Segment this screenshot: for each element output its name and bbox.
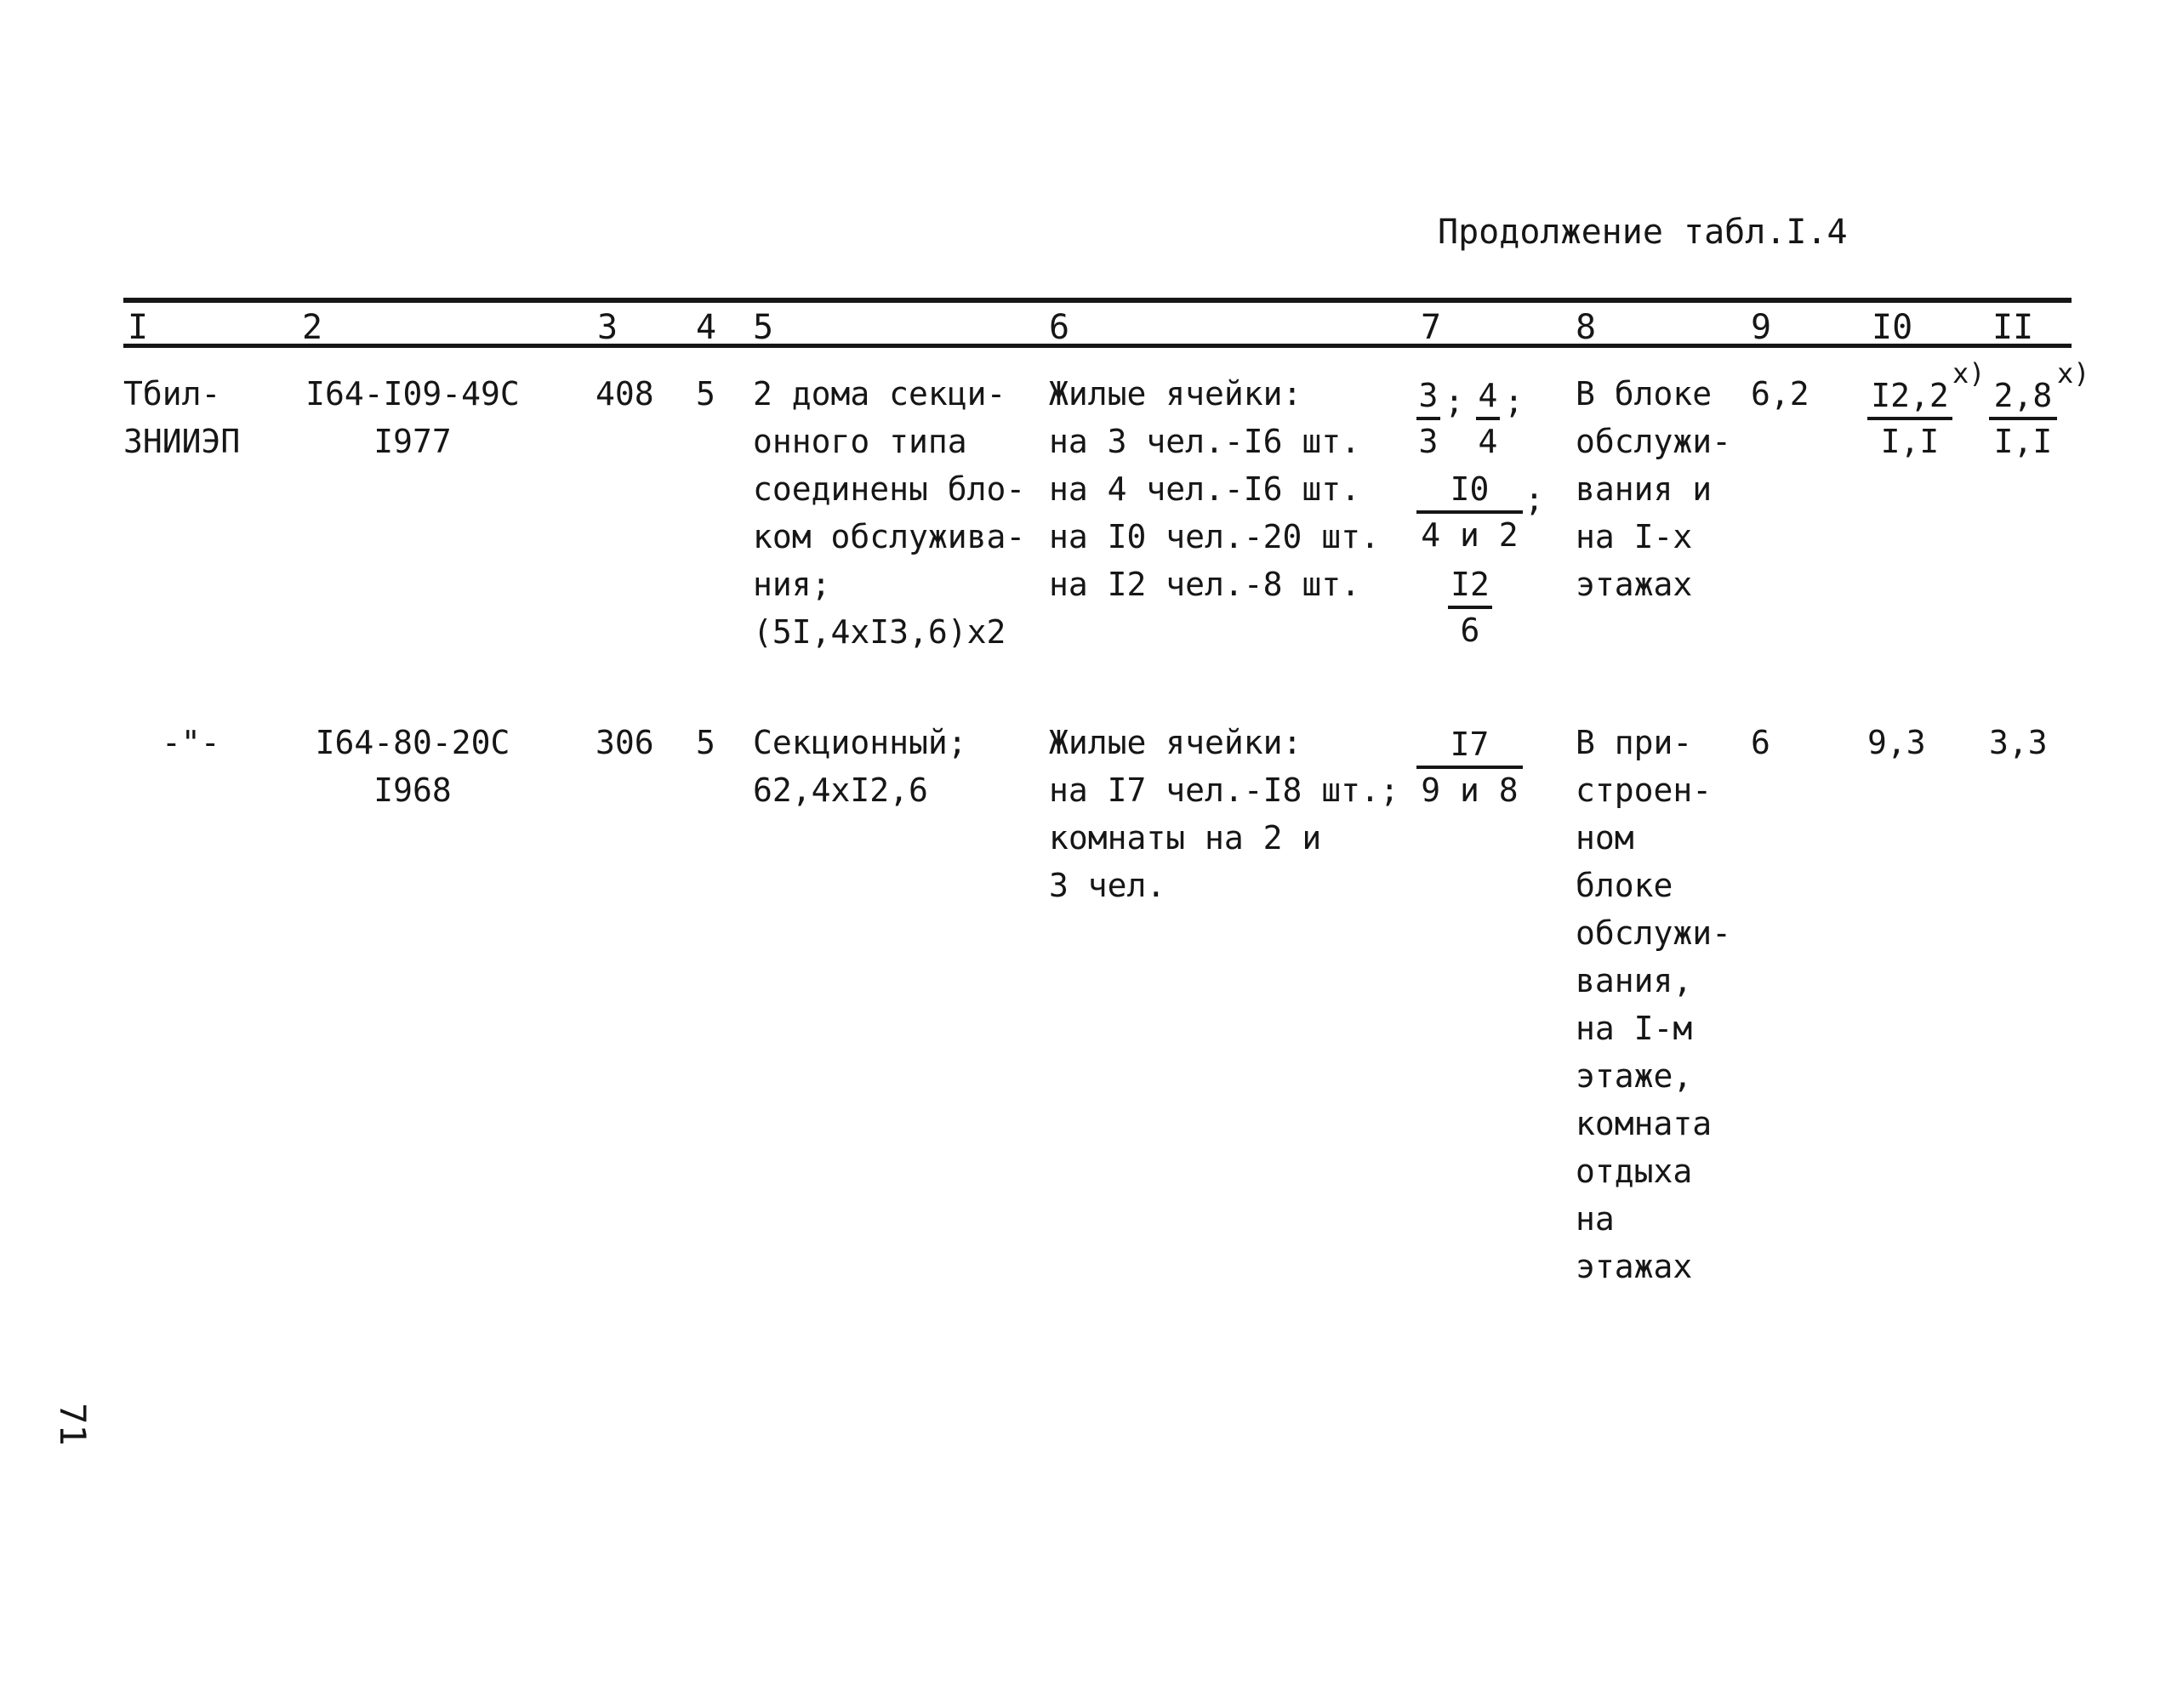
- fraction-numerator: 4: [1476, 374, 1500, 420]
- row2-col4: 5: [696, 724, 715, 761]
- cell-line: строен-: [1576, 771, 1713, 809]
- fraction-numerator: I2,2: [1867, 374, 1952, 420]
- column-number: II: [1992, 308, 2034, 347]
- cell-line: на I-м: [1576, 1010, 1693, 1047]
- cell-line: онного типа: [753, 423, 967, 460]
- fraction-denominator: 4: [1478, 423, 1498, 460]
- cell-line: вания,: [1576, 962, 1693, 999]
- cell-line: обслужи-: [1576, 423, 1732, 460]
- row2-col10: 9,3: [1867, 724, 1926, 761]
- cell-line: на: [1576, 1200, 1615, 1238]
- fraction-denominator: 6: [1460, 612, 1480, 649]
- column-number: 5: [753, 308, 774, 347]
- row1-col11-fraction: [1989, 374, 2057, 463]
- cell-line: ЗНИИЭП: [123, 423, 241, 460]
- cell-line: Жилые ячейки:: [1049, 724, 1302, 761]
- cell-line: ном: [1576, 819, 1634, 857]
- cell-line: 3 чел.: [1049, 867, 1166, 904]
- row1-service-block: [1576, 370, 1731, 608]
- row1-project-number: [302, 370, 523, 465]
- row2-living-cells: [1049, 719, 1399, 909]
- fraction-denominator: I,I: [1880, 423, 1940, 460]
- row2-organization: [162, 719, 220, 766]
- cell-line: блоке: [1576, 867, 1673, 904]
- column-number: 4: [696, 308, 717, 347]
- fraction-denominator: 3: [1418, 423, 1439, 460]
- table-caption: Продолжение табл.I.4: [1438, 213, 1848, 252]
- cell-line: этаже,: [1576, 1057, 1693, 1095]
- fraction-numerator: I7: [1416, 723, 1523, 769]
- fraction-separator: ;: [1525, 481, 1544, 518]
- cell-line: этажах: [1576, 566, 1693, 603]
- cell-line: I977: [373, 423, 452, 460]
- column-number: 2: [302, 308, 323, 347]
- column-number: 9: [1751, 308, 1772, 347]
- fraction-numerator: 3: [1416, 374, 1440, 420]
- column-number: 6: [1049, 308, 1070, 347]
- cell-line: -"-: [162, 724, 220, 761]
- column-number: 7: [1421, 308, 1442, 347]
- column-number: I0: [1872, 308, 1913, 347]
- row2-description: [753, 719, 967, 814]
- table-header-rule: [123, 344, 2072, 348]
- cell-line: на I-х: [1576, 518, 1693, 555]
- cell-line: (5I,4хI3,6)х2: [753, 613, 1006, 651]
- fraction-numerator: I2: [1448, 563, 1492, 609]
- cell-line: на 3 чел.-I6 шт.: [1049, 423, 1361, 460]
- cell-line: 62,4хI2,6: [753, 771, 928, 809]
- column-number: I: [128, 308, 149, 347]
- fraction-denominator: 4 и 2: [1421, 516, 1519, 554]
- row1-col3: 408: [596, 375, 654, 413]
- cell-line: этажах: [1576, 1248, 1693, 1285]
- cell-line: ния;: [753, 566, 831, 603]
- cell-line: соединены бло-: [753, 470, 1026, 508]
- cell-line: Тбил-: [123, 375, 221, 413]
- row1-fraction: [1416, 468, 1523, 556]
- footnote-mark: х): [2057, 357, 2090, 390]
- fraction-denominator: 9 и 8: [1421, 771, 1519, 809]
- row1-organization: [123, 370, 240, 465]
- cell-line: 2 дома секци-: [753, 375, 1006, 413]
- fraction-numerator: 2,8: [1989, 374, 2057, 420]
- fraction-denominator: I,I: [1993, 423, 2053, 460]
- row1-col4: 5: [696, 375, 715, 413]
- row1-description: [753, 370, 1025, 656]
- row2-col9: 6: [1751, 724, 1770, 761]
- cell-line: отдыха: [1576, 1153, 1693, 1190]
- cell-line: I968: [373, 771, 452, 809]
- footnote-mark: х): [1952, 357, 1986, 390]
- row2-project-number: [302, 719, 523, 814]
- row1-fraction: [1476, 374, 1500, 463]
- cell-line: на 4 чел.-I6 шт.: [1049, 470, 1361, 508]
- page-number: 71: [51, 1403, 94, 1446]
- row2-fraction: [1416, 723, 1523, 811]
- row1-fraction: [1448, 563, 1492, 652]
- table-top-rule: [123, 298, 2072, 303]
- cell-line: I64-I09-49С: [305, 375, 520, 413]
- row2-service-block: [1576, 719, 1731, 1290]
- cell-line: I64-80-20С: [315, 724, 510, 761]
- cell-line: комната: [1576, 1105, 1713, 1142]
- row1-col10-fraction: [1867, 374, 1952, 463]
- cell-line: ком обслужива-: [753, 518, 1026, 555]
- cell-line: обслужи-: [1576, 914, 1732, 952]
- cell-line: В при-: [1576, 724, 1693, 761]
- cell-line: на I0 чел.-20 шт.: [1049, 518, 1380, 555]
- cell-line: на I2 чел.-8 шт.: [1049, 566, 1361, 603]
- fraction-numerator: I0: [1416, 468, 1523, 514]
- cell-line: Секционный;: [753, 724, 967, 761]
- cell-line: В блоке: [1576, 375, 1713, 413]
- fraction-separator: ;: [1504, 383, 1524, 420]
- row1-fraction: [1416, 374, 1440, 463]
- row2-col3: 306: [596, 724, 654, 761]
- cell-line: вания и: [1576, 470, 1713, 508]
- column-number: 3: [597, 308, 618, 347]
- cell-line: комнаты на 2 и: [1049, 819, 1322, 857]
- row2-col11: 3,3: [1989, 724, 2048, 761]
- column-number: 8: [1576, 308, 1597, 347]
- row1-living-cells: [1049, 370, 1380, 608]
- cell-line: Жилые ячейки:: [1049, 375, 1302, 413]
- cell-line: на I7 чел.-I8 шт.;: [1049, 771, 1399, 809]
- row1-col9: 6,2: [1751, 375, 1809, 413]
- fraction-separator: ;: [1445, 383, 1464, 420]
